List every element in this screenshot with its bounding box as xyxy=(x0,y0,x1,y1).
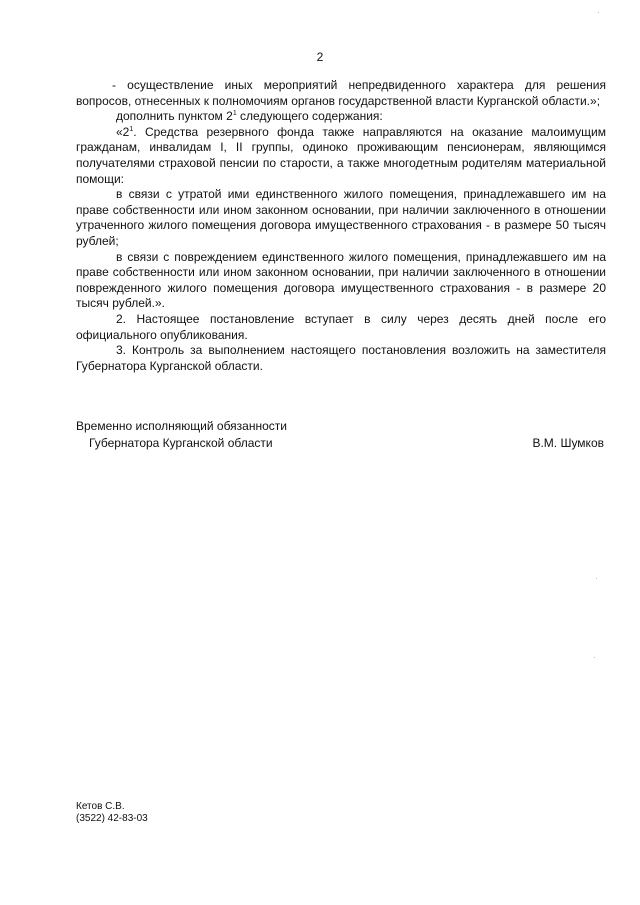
paragraph-loss-of-housing: в связи с утратой ими единственного жилого помещения, принадлежавшего им на праве собственности или ином законном основании, при наличии заключенного в отношении утраченного жилого помещения договора имущественного страхования - в размере 50 тысяч рублей; xyxy=(76,187,606,248)
superscript: 1 xyxy=(129,125,134,133)
paragraph-effective-date: 2. Настоящее постановление вступает в силу через десять дней после его официального опубликования. xyxy=(76,311,606,342)
scan-speck xyxy=(594,657,595,658)
position-line-1: Временно исполняющий обязанности xyxy=(76,419,287,433)
document-body xyxy=(76,78,606,374)
add-clause-tail: следующего содержания: xyxy=(236,109,383,124)
paragraph-other-measures: - осуществление иных мероприятий непредвиденного характера для решения вопросов, отнесенных к полномочиям органов государственной власти Курганской области.»; xyxy=(76,78,606,108)
page-number: 2 xyxy=(316,50,324,64)
superscript: 1 xyxy=(232,110,237,118)
clause-text: . Средства резервного фонда также направляются на оказание малоимущим гражданам, инвалидам I, II группы, одиноко проживающим пенсионерам, являющимся получателями страховой пенсии по старости, а также многодетным родителям материальной помощи: xyxy=(76,124,606,186)
paragraph-control: 3. Контроль за выполнением настоящего постановления возложить на заместителя Губернатора Курганской области. xyxy=(76,343,606,373)
clause-number: «2 xyxy=(116,124,130,139)
paragraph-clause-2-1 xyxy=(76,125,606,187)
scan-speck xyxy=(596,578,597,579)
footer-contact xyxy=(76,801,148,825)
signatory-name: В.М. Шумков xyxy=(532,436,604,450)
footer-author: Кетов С.В. xyxy=(76,801,125,812)
footer-phone: (3522) 42-83-03 xyxy=(76,813,148,824)
add-clause-text: дополнить пунктом 2 xyxy=(116,109,233,124)
paragraph-add-clause xyxy=(76,109,606,125)
signatory-position xyxy=(76,418,287,452)
paragraph-damage-to-housing: в связи с повреждением единственного жилого помещения, принадлежавшего им на праве собственности или ином законном основании, при наличии заключенного в отношении поврежденного жилого помещения договора имущественного страхования - в размере 20 тысяч рублей.». xyxy=(76,249,606,311)
scan-speck xyxy=(598,12,599,13)
position-line-2: Губернатора Курганской области xyxy=(89,436,273,450)
